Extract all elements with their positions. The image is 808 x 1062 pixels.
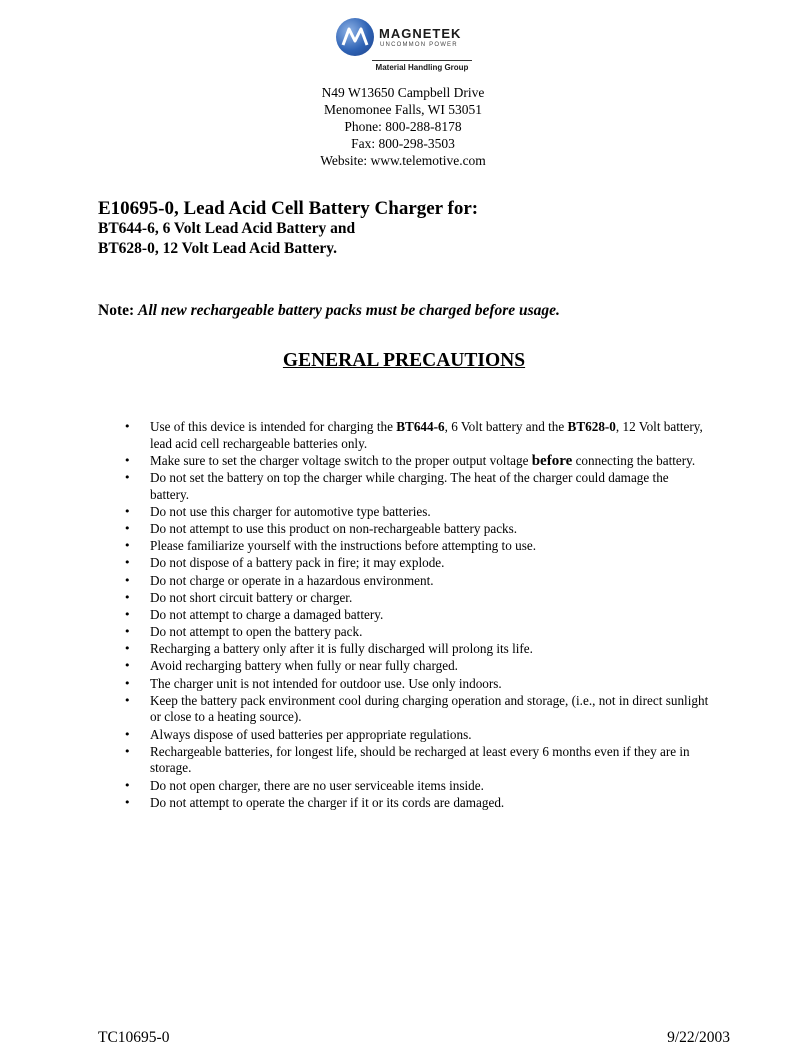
list-item: • Do not attempt to operate the charger if it or its cords are damaged. (124, 795, 710, 812)
list-item: • Do not attempt to charge a damaged battery. (124, 607, 710, 624)
footer-doc-number: TC10695-0 (98, 1029, 170, 1046)
list-item: • Please familiarize yourself with the instructions before attempting to use. (124, 538, 710, 555)
document-title: E10695-0, Lead Acid Cell Battery Charger for: (98, 198, 479, 219)
list-item: • Do not set the battery on top the charger while charging. The heat of the charger could damage the battery. (124, 470, 710, 503)
address-website: Website: www.telemotive.com (320, 153, 486, 168)
company-address (250, 84, 556, 169)
list-item: • Use of this device is intended for charging the BT644-6, 6 Volt battery and the BT628-0, 12 Volt battery, lead acid cell rechargeable batteries only. (124, 419, 710, 452)
address-city: Menomonee Falls, WI 53051 (324, 102, 482, 117)
list-item: • Make sure to set the charger voltage switch to the proper output voltage before connecting the battery. (124, 453, 710, 470)
list-item: • Do not use this charger for automotive type batteries. (124, 504, 710, 521)
list-item: • The charger unit is not intended for outdoor use. Use only indoors. (124, 676, 710, 693)
list-item: • Do not charge or operate in a hazardous environment. (124, 573, 710, 590)
precautions-list (124, 419, 710, 812)
list-item: • Keep the battery pack environment cool during charging operation and storage, (i.e., not in direct sunlight or close to a heating source). (124, 693, 710, 726)
list-item: • Do not open charger, there are no user serviceable items inside. (124, 778, 710, 795)
address-street: N49 W13650 Campbell Drive (321, 85, 485, 100)
logo-divider (372, 60, 472, 61)
note-label: Note: (98, 302, 135, 319)
note-text: All new rechargeable battery packs must be charged before usage. (138, 302, 560, 319)
logo-name: MAGNETEK (379, 26, 462, 41)
document-subtitle-2: BT628-0, 12 Volt Lead Acid Battery. (98, 240, 337, 257)
list-item: • Recharging a battery only after it is fully discharged will prolong its life. (124, 641, 710, 658)
list-item: • Do not short circuit battery or charger. (124, 590, 710, 607)
section-heading: GENERAL PRECAUTIONS (282, 350, 526, 371)
logo-tagline: UNCOMMON POWER (380, 42, 458, 48)
footer-date: 9/22/2003 (667, 1029, 730, 1046)
list-item: • Do not attempt to use this product on non-rechargeable battery packs. (124, 521, 710, 538)
address-fax: Fax: 800-298-3503 (351, 136, 455, 151)
list-item: • Do not attempt to open the battery pack. (124, 624, 710, 641)
list-item: • Rechargeable batteries, for longest life, should be recharged at least every 6 months even if they are in storage. (124, 744, 710, 777)
magnetek-logo (336, 18, 472, 74)
list-item: • Avoid recharging battery when fully or near fully charged. (124, 658, 710, 675)
usage-note (98, 302, 560, 320)
logo-group-name: Material Handling Group (375, 63, 469, 72)
list-item: • Always dispose of used batteries per appropriate regulations. (124, 727, 710, 744)
document-subtitle-1: BT644-6, 6 Volt Lead Acid Battery and (98, 220, 356, 237)
list-item: • Do not dispose of a battery pack in fire; it may explode. (124, 555, 710, 572)
address-phone: Phone: 800-288-8178 (344, 119, 462, 134)
magnetek-logo-mark (336, 18, 374, 56)
